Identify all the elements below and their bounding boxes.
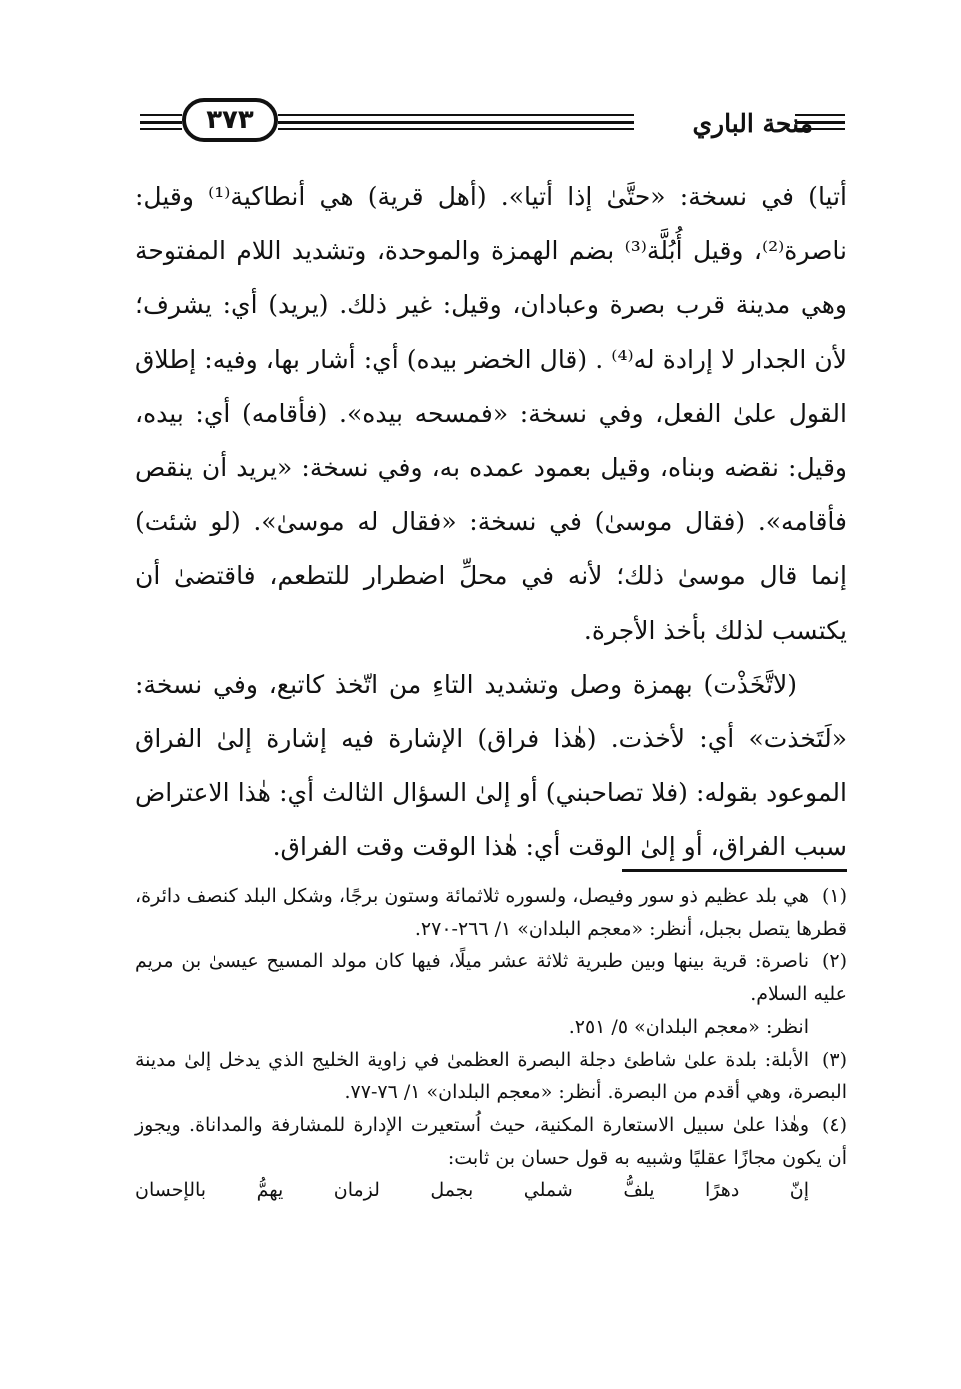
footnote-separator (622, 869, 847, 872)
footnote-4 (135, 1109, 847, 1174)
paragraph-1: أتيا) في نسخة: «حتَّىٰ إذا أتيا». (أهل قرية) هي أنطاكية⁽¹⁾ وقيل: ناصرة⁽²⁾، وقيل أُبُلَّة⁽³⁾ بضم الهمزة والموحدة، وتشديد اللام المفتوحة وهي مدينة قرب بصرة وعبادان، وقيل: غير ذلك. (يريد) أي: يشرف؛ لأن الجدار لا إرادة له⁽⁴⁾ . (قال الخضر بيده) أي: أشار بها، وفيه: إطلاق القول علىٰ الفعل، وفي نسخة: «فمسحه بيده». (فأقامه) أي: بيده، وقيل: نقضه وبناه، وقيل بعمود عمده به، وفي نسخة: «يريد أن ينقص فأقامه». (فقال موسىٰ) في نسخة: «فقال له موسىٰ». (لو شئت) إنما قال موسىٰ ذلك؛ لأنه في محلِّ اضطرار للتطعم، فاقتضىٰ أن يكتسب لذلك بأخذ الأجرة. (135, 182, 848, 645)
footnote-text: وهٰذا علىٰ سبيل الاستعارة المكنية، حيث اُستعيرت الإدارة للمشارفة والمداناة. ويجوز أن يكون مجازًا عقليًا وشبيه به قول حسان بن ثابت: (135, 1113, 847, 1169)
footnote-2 (135, 945, 847, 1010)
footnote-number: (٢) (821, 950, 847, 973)
main-text (135, 170, 847, 875)
paragraph-2: (لاتَّخَذْت) بهمزة وصل وتشديد التاءِ من اتّخذ كاتبع، وفي نسخة: «لَتَخذت» أي: لأخذت. (هٰذا فراق) الإشارة فيه إشارة إلىٰ الفراق الموعود بقوله: (فلا تصاحبني) أو إلىٰ السؤال الثالث أي: هٰذا الاعتراض سبب الفراق، أو إلىٰ الوقت أي: هٰذا الوقت وقت الفراق. (135, 669, 847, 862)
header-rule-left (140, 112, 182, 132)
footnote-number: (٤) (821, 1113, 847, 1136)
header-rule-middle (278, 112, 634, 132)
page-number-badge: ٣٧٣ (182, 98, 278, 142)
poem-verse: إنّ دهرًا يلفُّ شملي بجمل لزمان يهمُّ بالإحسان (135, 1179, 809, 1202)
footnote-text: الأبلة: بلدة علىٰ شاطئ دجلة البصرة العظمىٰ في زاوية الخليج الذي يدخل إلىٰ مدينة البصرة، وهي أقدم من البصرة. أنظر: «معجم البلدان» ١/ ٧٦-٧٧. (135, 1048, 847, 1104)
footnote-1 (135, 880, 847, 945)
footnotes (135, 880, 847, 1207)
book-title: منحة الباري (692, 109, 813, 138)
footnote-text: ناصرة: قرية بينها وبين طبرية ثلاثة عشر ميلًا، فيها كان مولد المسيح عيسىٰ بن مريم عليه السلام. (135, 950, 847, 1006)
footnote-2-reference: انظر: «معجم البلدان» ٥/ ٢٥١. (568, 1015, 809, 1038)
footnote-text: هي بلد عظيم ذو سور وفيصل، ولسوره ثلاثمائة وستون برجًا، وشكل البلد كنصف دائرة، قطرها يتصل بجبل، أنظر: «معجم البلدان» ١/ ٢٦٦-٢٧٠. (135, 885, 847, 940)
footnote-number: (١) (821, 885, 847, 907)
footnote-3 (135, 1044, 847, 1109)
footnote-number: (٣) (821, 1048, 847, 1071)
